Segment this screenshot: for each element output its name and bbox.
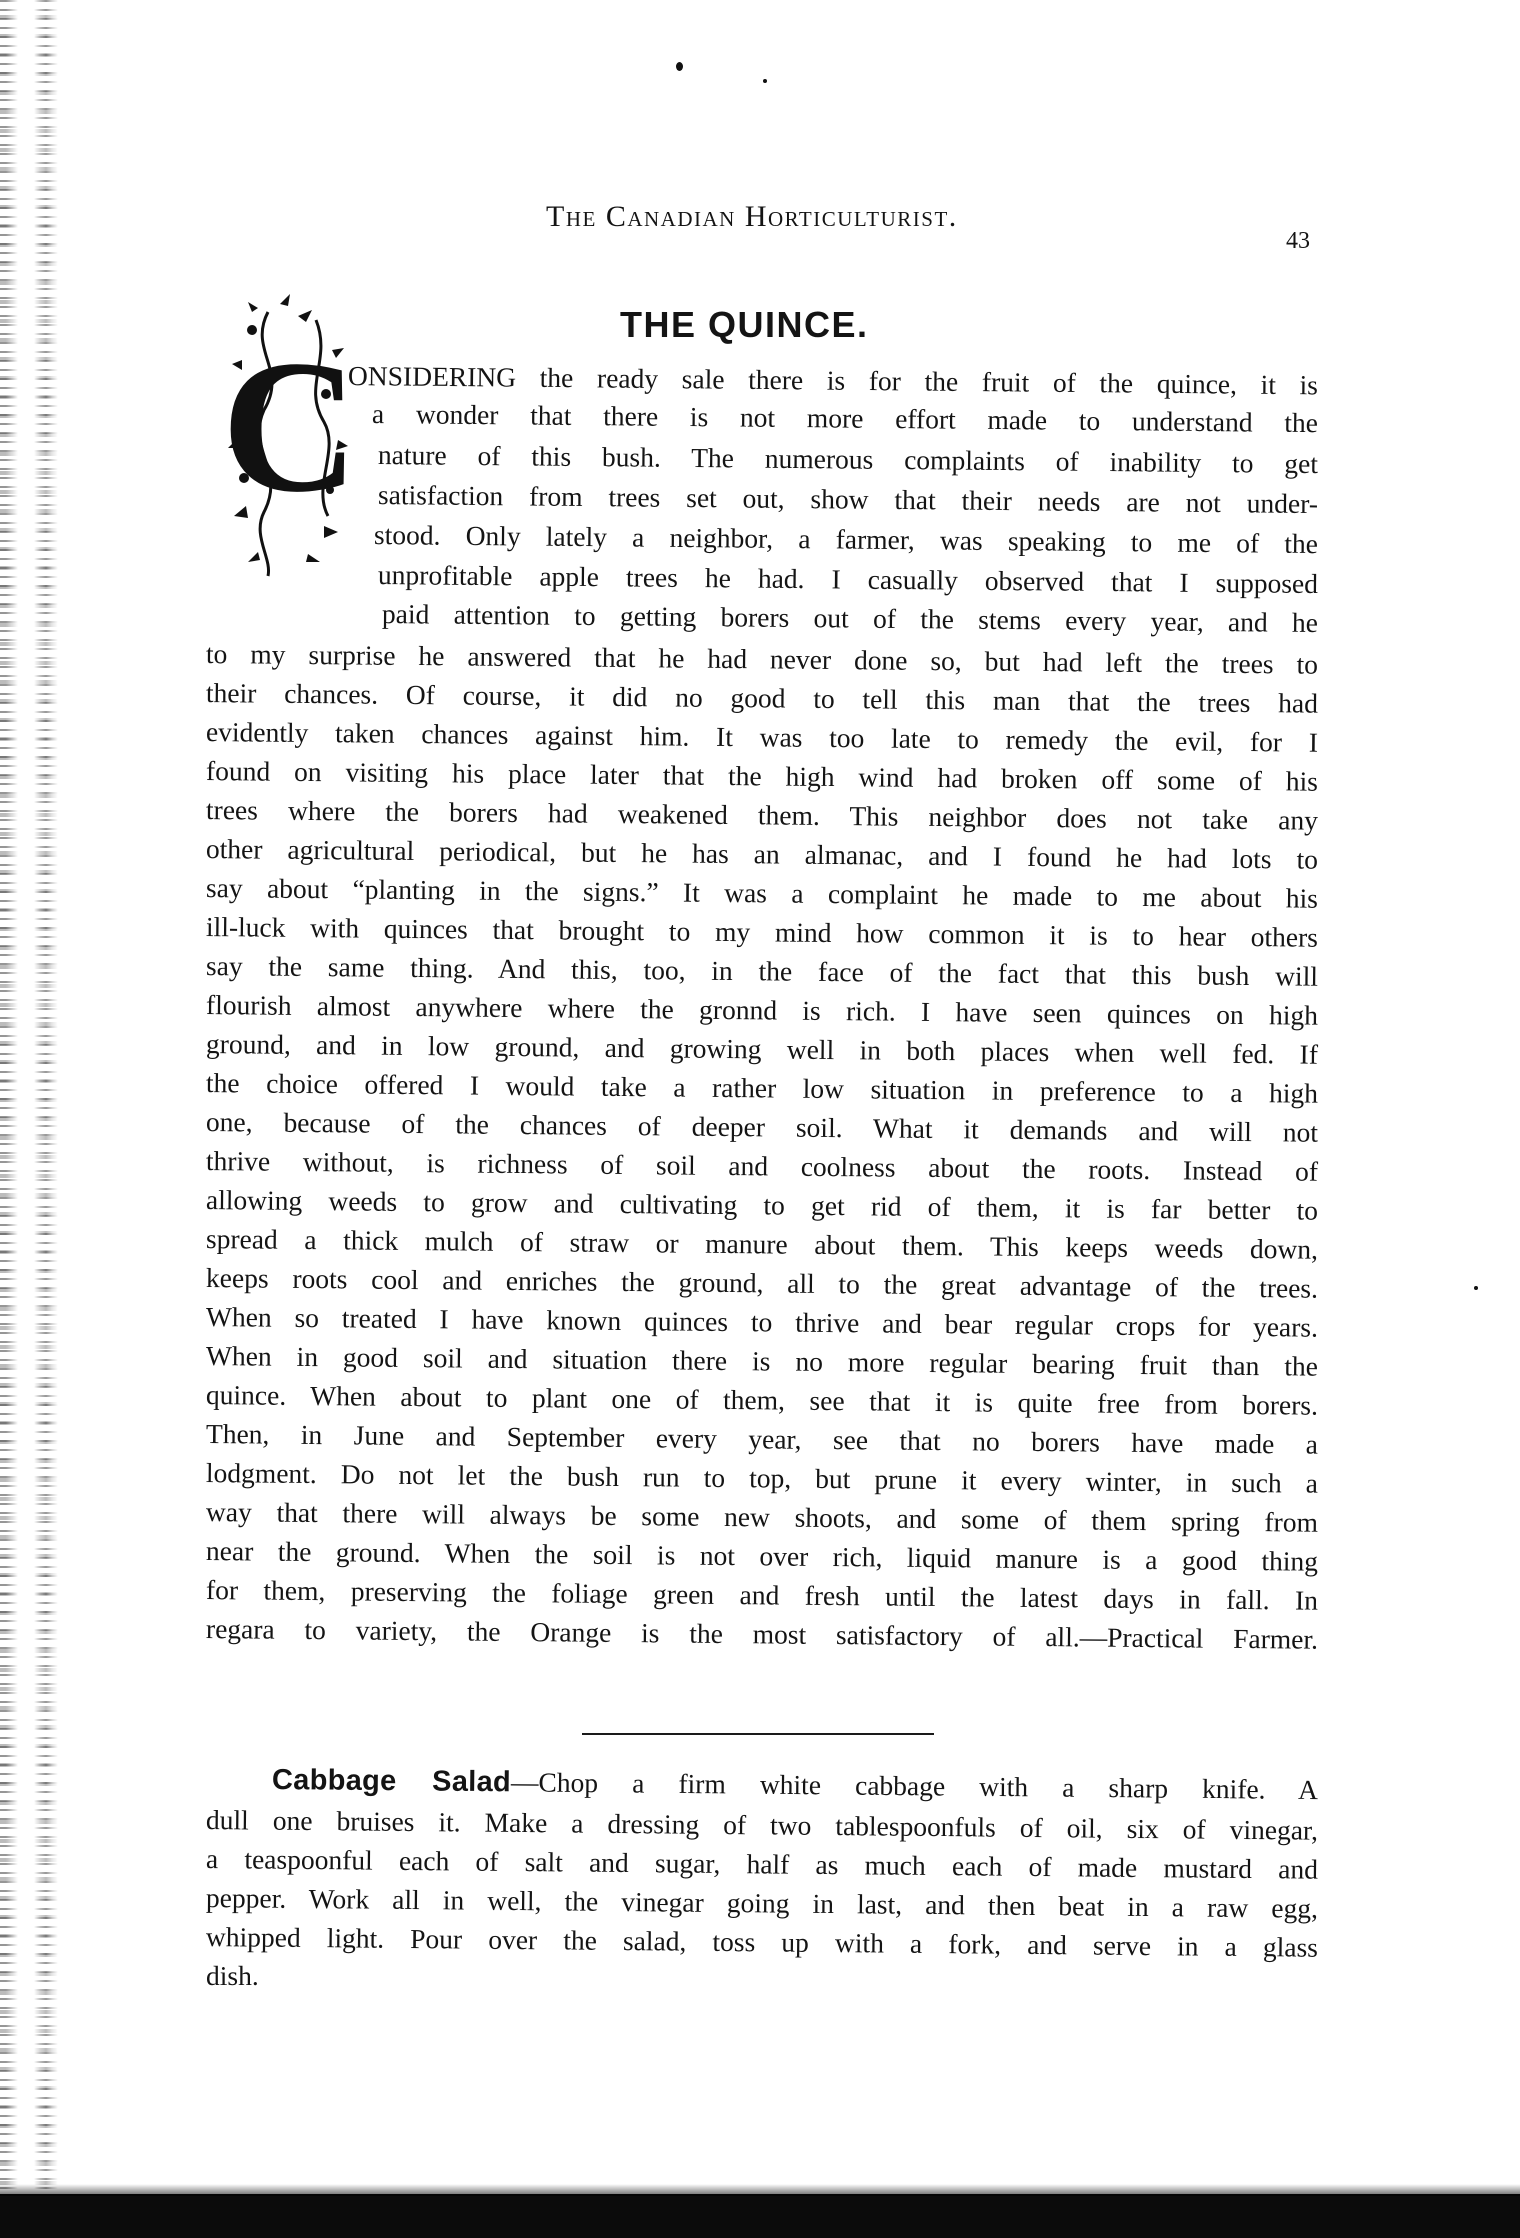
article-line: other agricultural periodical, but he has an almanac, and I found he had lots to (205, 833, 1319, 875)
article-line: a wonder that there is not more effort made to understand the (371, 398, 1319, 439)
article-line: When in good soil and situation there is no more regular bearing fruit than the (205, 1340, 1319, 1382)
article-line: When so treated I have known quinces to thrive and bear regular crops for years. (205, 1301, 1319, 1343)
ink-speck (1474, 1286, 1478, 1290)
recipe-line: dull one bruises it. Make a dressing of two tablespoonfuls of oil, six of vinegar, (205, 1804, 1319, 1846)
recipe-line: whipped light. Pour over the salad, toss up with a fork, and serve in a glass (205, 1921, 1319, 1963)
article-line: unprofitable apple trees he had. I casually observed that I supposed (377, 559, 1319, 600)
article-line: to my surprise he answered that he had never done so, but had left the trees to (205, 638, 1319, 680)
article-line: their chances. Of course, it did no good to tell this man that the trees had (205, 677, 1319, 719)
article-line: say the same thing. And this, too, in the face of the fact that this bush will (205, 950, 1319, 992)
ornamental-drop-cap (221, 290, 359, 582)
article-line: flourish almost anywhere where the gronnd is rich. I have seen quinces on high (205, 989, 1319, 1031)
running-head: The Canadian Horticulturist. (546, 200, 958, 233)
recipe-line: a teaspoonful each of salt and sugar, half as much each of made mustard and (205, 1843, 1319, 1885)
article-line: ill-luck with quinces that brought to my mind how common it is to hear others (205, 911, 1319, 953)
article-line: nature of this bush. The numerous complaints of inability to get (377, 439, 1319, 480)
article-line: trees where the borers had weakened them. This neighbor does not take any (205, 794, 1319, 836)
article-line: way that there will always be some new shoots, and some of them spring from (205, 1496, 1319, 1538)
article-line: stood. Only lately a neighbor, a farmer, was speaking to me of the (373, 519, 1319, 560)
article-line: allowing weeds to grow and cultivating to get rid of them, it is far better to (205, 1184, 1319, 1226)
ink-speck (763, 79, 767, 83)
article-line: evidently taken chances against him. It was too late to remedy the evil, for I (205, 716, 1319, 758)
scan-bottom-edge (0, 2194, 1520, 2238)
ornamental-drop-cap-icon (221, 290, 359, 582)
article-line: Then, in June and September every year, see that no borers have made a (205, 1418, 1319, 1460)
page-number: 43 (1286, 228, 1310, 254)
recipe-heading: Cabbage Salad (271, 1764, 512, 1799)
page-binding-edge (0, 0, 60, 2238)
svg-text:C: C (221, 322, 359, 532)
article-line: near the ground. When the soil is not over rich, liquid manure is a good thing (205, 1535, 1319, 1577)
article-line: regara to variety, the Orange is the most satisfactory of all.—Practical Farmer. (205, 1613, 1319, 1655)
article-line: spread a thick mulch of straw or manure about them. This keeps weeds down, (205, 1223, 1319, 1265)
article-line: lodgment. Do not let the bush run to top, but prune it every winter, in such a (205, 1457, 1319, 1499)
article-line: ONSIDERING the ready sale there is for the fruit of the quince, it is (347, 360, 1319, 401)
article-line: say about “planting in the signs.” It was a complaint he made to me about his (205, 872, 1319, 914)
article-line: found on visiting his place later that the high wind had broken off some of his (205, 755, 1319, 797)
article-line: one, because of the chances of deeper soil. What it demands and will not (205, 1106, 1319, 1148)
ink-speck (676, 62, 683, 71)
article-line: satisfaction from trees set out, show that their needs are not under- (377, 479, 1319, 520)
article-line: for them, preserving the foliage green and fresh until the latest days in fall. In (205, 1574, 1319, 1616)
recipe-line: dish. (206, 1960, 259, 1991)
article-line: the choice offered I would take a rather low situation in preference to a high (205, 1067, 1319, 1109)
article-line: paid attention to getting borers out of the stems every year, and he (381, 598, 1319, 638)
recipe-first-line (272, 1766, 1318, 1805)
recipe-line: pepper. Work all in well, the vinegar going in last, and then beat in a raw egg, (205, 1882, 1319, 1924)
article-title: THE QUINCE. (620, 304, 869, 345)
section-divider (582, 1733, 934, 1735)
recipe-first-line-text: —Chop a firm white cabbage with a sharp knife. A (510, 1766, 1319, 1806)
article-line: thrive without, is richness of soil and coolness about the roots. Instead of (205, 1145, 1319, 1187)
article-line: keeps roots cool and enriches the ground, all to the great advantage of the trees. (205, 1262, 1319, 1304)
article-line: quince. When about to plant one of them, see that it is quite free from borers. (205, 1379, 1319, 1421)
article-line: ground, and in low ground, and growing well in both places when well fed. If (205, 1028, 1319, 1070)
